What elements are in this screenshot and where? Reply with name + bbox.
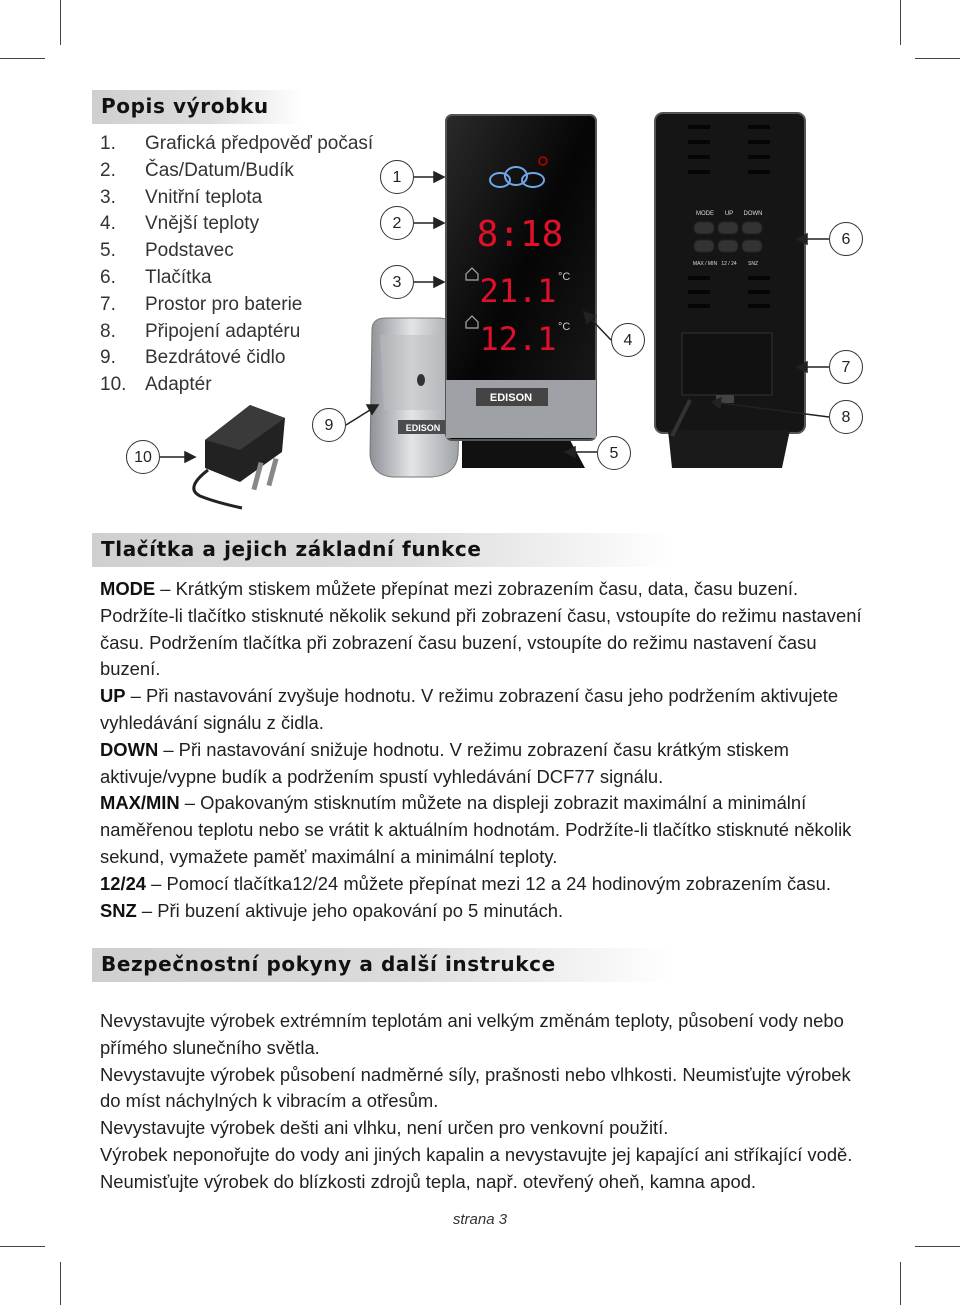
display-time: 8:18 xyxy=(476,214,564,255)
item-number: 4. xyxy=(100,213,116,235)
button-entry-1224 xyxy=(100,871,870,898)
crop-mark xyxy=(60,1262,61,1305)
button-description: – Při nastavování snižuje hodnotu. V režimu zobrazení času krátkým stiskem aktivuje/vypne budík a podržením spustí vyhledávání DCF77 signálu. xyxy=(100,738,789,787)
item-label: Grafická předpověď počasí xyxy=(145,133,374,154)
item-number: 7. xyxy=(100,293,116,315)
button-entry-mode xyxy=(100,576,870,683)
item-label: Podstavec xyxy=(145,240,234,262)
button-key: DOWN xyxy=(100,738,159,760)
sensor-brand-text: EDISON xyxy=(405,423,441,433)
callout-3: 3 xyxy=(380,265,414,299)
button-entry-down xyxy=(100,737,870,791)
callout-7: 7 xyxy=(829,350,863,384)
callout-2: 2 xyxy=(380,206,414,240)
callout-1: 1 xyxy=(380,160,414,194)
callout-4: 4 xyxy=(611,323,645,357)
crop-mark xyxy=(915,1246,960,1247)
back-label-snz: SNZ xyxy=(748,261,758,267)
item-number: 3. xyxy=(100,186,116,208)
page-number: strana 3 xyxy=(452,1211,508,1228)
button-description: – Krátkým stiskem můžete přepínat mezi zobrazením času, data, času buzení. Podržíte-li tlačítko stisknuté několik sekund při zobrazení času, vstoupíte do režimu nastavení času. Podržením tlačítka při zobrazení času buzení, vstoupíte do režimu nastavení času buzení. xyxy=(100,578,862,680)
button-description: – Při buzení aktivuje jeho opakování po 5 minutách. xyxy=(136,899,564,921)
display-indoor-temp: 21.1 xyxy=(479,272,557,310)
callout-10: 10 xyxy=(126,440,160,474)
button-description: – Opakovaným stisknutím můžete na displeji zobrazit maximální a minimální naměřenou teplotu nebo se vrátit k aktuálním hodnotám. Podržíte-li tlačítko stisknuté několik sekund, vymažete paměť maximální a minimální teploty. xyxy=(100,792,852,867)
callout-6: 6 xyxy=(829,222,863,256)
item-number: 5. xyxy=(100,240,116,262)
safety-line: Nevystavujte výrobek dešti ani vlhku, není určen pro venkovní použití. xyxy=(100,1117,669,1139)
button-key: MODE xyxy=(100,578,156,599)
item-label: Čas/Datum/Budík xyxy=(145,159,294,181)
item-number: 2. xyxy=(100,159,116,181)
item-number: 6. xyxy=(100,266,116,288)
power-adapter xyxy=(194,405,285,508)
button-entry-snz xyxy=(100,898,870,925)
button-key: MAX/MIN xyxy=(100,792,180,814)
item-label: Vnější teploty xyxy=(145,213,260,235)
item-label: Vnitřní teplota xyxy=(145,186,263,208)
item-number: 8. xyxy=(100,320,116,342)
back-label-mode: MODE xyxy=(696,211,714,217)
button-key: 12/24 xyxy=(100,872,147,894)
callout-9: 9 xyxy=(312,408,346,442)
weather-station-back xyxy=(655,113,805,468)
temp-unit-label: °C xyxy=(558,271,571,283)
temp-unit-label: °C xyxy=(558,321,571,333)
button-key: SNZ xyxy=(100,899,137,921)
item-label: Tlačítka xyxy=(145,266,212,288)
section-title: Bezpečnostní pokyny a další instrukce xyxy=(101,952,556,976)
safety-line: Neumisťujte výrobek do blízkosti zdrojů tepla, např. otevřený oheň, kamna apod. xyxy=(100,1170,757,1192)
section-heading-buttons xyxy=(92,533,672,567)
section-heading-safety xyxy=(92,948,672,982)
item-label: Adaptér xyxy=(145,374,212,396)
item-label: Bezdrátové čidlo xyxy=(145,347,286,369)
safety-line: Nevystavujte výrobek působení nadměrné síly, prašnosti nebo vlhkosti. Neumisťujte výrobek do míst náchylných k vibracím a otřesům. xyxy=(100,1063,851,1112)
button-entry-up xyxy=(100,683,870,737)
battery-cover xyxy=(682,333,772,395)
back-label-maxmin: MAX / MIN xyxy=(692,261,718,267)
back-label-up: UP xyxy=(724,211,734,217)
display-outdoor-temp: 12.1 xyxy=(479,320,557,358)
item-label: Připojení adaptéru xyxy=(145,320,301,342)
item-number: 9. xyxy=(100,347,116,369)
button-functions xyxy=(100,576,870,924)
button-description: – Pomocí tlačítka12/24 můžete přepínat mezi 12 a 24 hodinovým zobrazením času. xyxy=(146,872,831,894)
button-entry-maxmin xyxy=(100,790,870,870)
callout-5: 5 xyxy=(597,436,631,470)
back-label-1224: 12 / 24 xyxy=(721,261,737,267)
crop-mark xyxy=(900,1262,901,1305)
crop-mark xyxy=(0,1246,45,1247)
callout-8: 8 xyxy=(829,400,863,434)
safety-line: Výrobek neponořujte do vody ani jiných kapalin a nevystavujte jej kapající ani stříkající vodě. xyxy=(100,1143,853,1165)
button-description: – Při nastavování zvyšuje hodnotu. V režimu zobrazení času jeho podržením aktivujete vyhledávání signálu z čidla. xyxy=(100,685,839,733)
item-number: 10. xyxy=(100,374,127,396)
section-title: Popis výrobku xyxy=(101,94,269,118)
station-brand-text: EDISON xyxy=(489,392,533,404)
item-number: 1. xyxy=(100,133,116,154)
back-label-down: DOWN xyxy=(743,211,763,217)
weather-station-front xyxy=(446,115,596,468)
safety-instructions xyxy=(100,1008,870,1196)
safety-line: Nevystavujte výrobek extrémním teplotám ani velkým změnám teploty, působení vody nebo přímého slunečního světla. xyxy=(100,1010,844,1058)
item-label: Prostor pro baterie xyxy=(145,293,303,315)
button-key: UP xyxy=(100,685,126,707)
section-title: Tlačítka a jejich základní funkce xyxy=(101,537,482,561)
